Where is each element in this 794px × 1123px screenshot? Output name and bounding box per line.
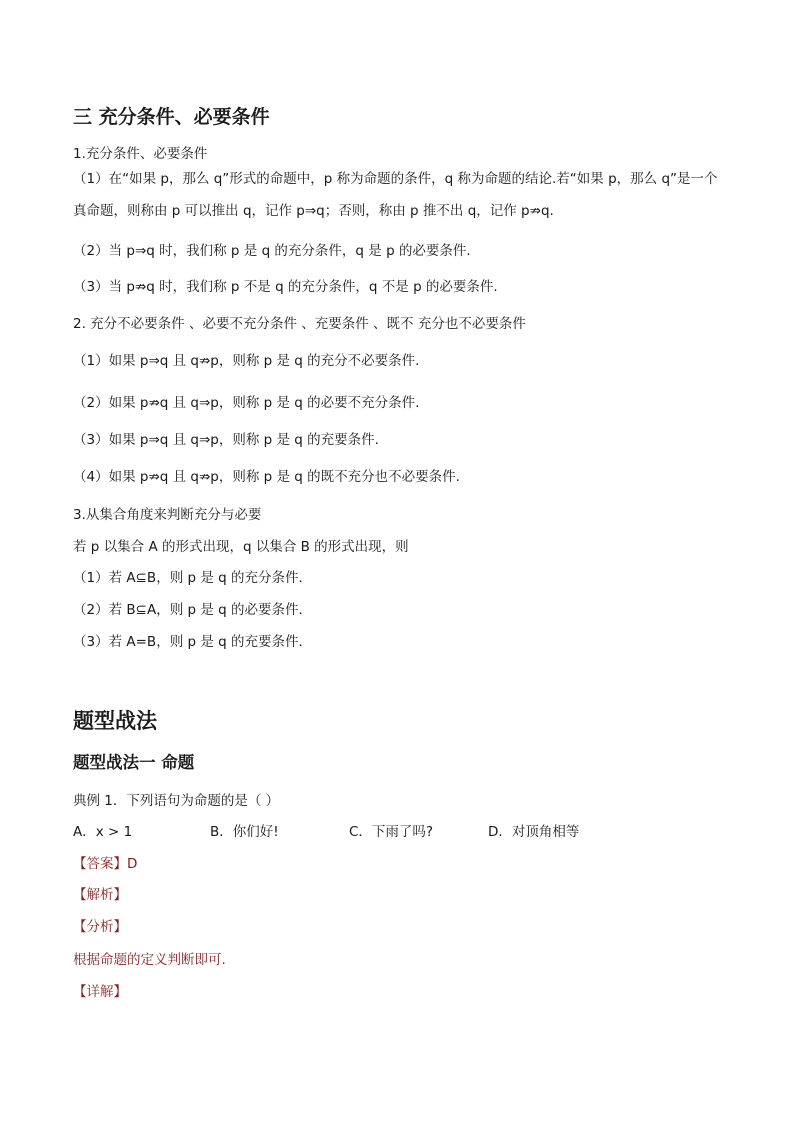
subsection-2-item: （2）如果 p⇏q 且 q⇒p，则称 p 是 q 的必要不充分条件. bbox=[73, 395, 420, 411]
paragraph-1-line-2: 真命题，则称由 p 可以推出 q，记作 p⇒q；否则，称由 p 推不出 q，记作 p⇏q. bbox=[73, 203, 554, 219]
paragraph-1-line-1: （1）在“如果 p，那么 q”形式的命题中，p 称为命题的条件，q 称为命题的结论.若“如果 p，那么 q”是一个 bbox=[73, 171, 718, 187]
paragraph-3: （3）当 p⇏q 时，我们称 p 不是 q 的充分条件，q 不是 p 的必要条件. bbox=[73, 279, 498, 295]
option-d: D．对顶角相等 bbox=[488, 824, 580, 840]
fenxi-label: 【分析】 bbox=[73, 919, 127, 935]
practice-subtitle: 题型战法一 命题 bbox=[73, 753, 195, 772]
detail-label: 【详解】 bbox=[73, 984, 127, 1000]
subsection-3-intro: 若 p 以集合 A 的形式出现，q 以集合 B 的形式出现，则 bbox=[73, 539, 409, 555]
subsection-3-title: 3.从集合角度来判断充分与必要 bbox=[73, 507, 262, 523]
answer-options bbox=[73, 823, 579, 841]
answer-label: 【答案】D bbox=[73, 856, 138, 872]
subsection-3-item: （3）若 A=B，则 p 是 q 的充要条件. bbox=[73, 634, 303, 650]
subsection-3-item: （1）若 A⊆B，则 p 是 q 的充分条件. bbox=[73, 570, 303, 586]
section-title: 三 充分条件、必要条件 bbox=[73, 106, 270, 128]
option-a: A．x > 1 bbox=[73, 824, 133, 840]
example-question: 典例 1．下列语句为命题的是（ ） bbox=[73, 793, 280, 809]
analysis-label: 【解析】 bbox=[73, 887, 127, 903]
practice-title: 题型战法 bbox=[73, 709, 157, 733]
option-c: C．下雨了吗? bbox=[349, 824, 434, 840]
subsection-2-item: （3）如果 p⇒q 且 q⇒p，则称 p 是 q 的充要条件. bbox=[73, 432, 379, 448]
subsection-1-title: 1.充分条件、必要条件 bbox=[73, 146, 208, 162]
paragraph-2: （2）当 p⇒q 时，我们称 p 是 q 的充分条件，q 是 p 的必要条件. bbox=[73, 243, 471, 259]
subsection-2-item: （1）如果 p⇒q 且 q⇏p，则称 p 是 q 的充分不必要条件. bbox=[73, 353, 420, 369]
subsection-2-item: （4）如果 p⇏q 且 q⇏p，则称 p 是 q 的既不充分也不必要条件. bbox=[73, 469, 460, 485]
option-b: B．你们好! bbox=[210, 824, 279, 840]
subsection-3-item: （2）若 B⊆A，则 p 是 q 的必要条件. bbox=[73, 602, 303, 618]
subsection-2-title: 2. 充分不必要条件 、必要不充分条件 、充要条件 、既不 充分也不必要条件 bbox=[73, 316, 526, 332]
fenxi-text: 根据命题的定义判断即可. bbox=[73, 952, 226, 968]
